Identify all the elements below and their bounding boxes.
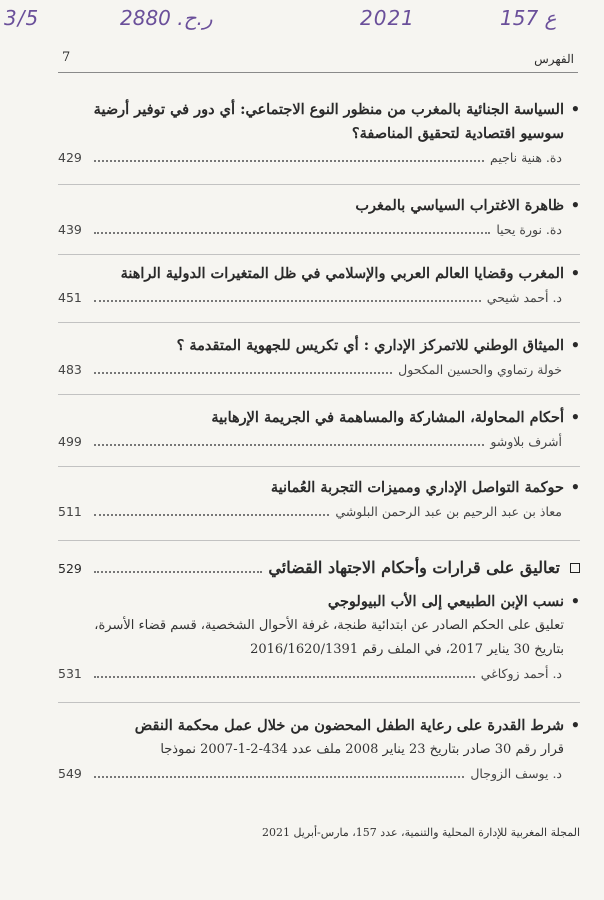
dot-leader: [94, 766, 464, 778]
toc-entry-page: 451: [58, 290, 82, 305]
toc-entry: [58, 476, 580, 519]
dot-leader: [94, 362, 392, 374]
bullet-icon: •: [570, 593, 580, 610]
toc-entry-author: أشرف بلاوشو: [490, 434, 562, 449]
dot-leader: [94, 222, 490, 234]
toc-entry-title: نسب الإبن الطبيعي إلى الأب البيولوجي: [327, 593, 564, 610]
handwritten-note: 157 ع: [500, 6, 557, 30]
bullet-icon: •: [570, 265, 580, 282]
section-heading: [58, 558, 580, 577]
header-page-number: 7: [62, 50, 71, 65]
header-rule: [58, 72, 578, 73]
entry-divider: [58, 254, 580, 255]
toc-entry-description: تعليق على الحكم الصادر عن ابتدائية طنجة، غرفة الأحوال الشخصية، قسم قضاء الأسرة،: [94, 618, 564, 633]
toc-entry-title: السياسة الجنائية بالمغرب من منظور النوع الاجتماعي: أي دور في توفير أرضية: [93, 101, 564, 118]
toc-entry-title-continued: سوسيو اقتصادية لتحقيق المناصفة؟: [351, 125, 564, 142]
toc-entry: [58, 334, 580, 377]
toc-entry-author: د. أحمد شيحي: [486, 290, 562, 305]
bullet-icon: •: [570, 101, 580, 118]
dot-leader: [94, 434, 484, 446]
section-page: 529: [58, 561, 82, 576]
checkbox-square-icon: [570, 563, 580, 573]
dot-leader: [94, 290, 481, 302]
section-title: تعاليق على قرارات وأحكام الاجتهاد القضائي: [268, 558, 560, 577]
toc-entry-author: معاذ بن عبد الرحيم بن عبد الرحمن البلوشي: [335, 504, 562, 519]
toc-entry-description: قرار رقم 30 صادر بتاريخ 23 يناير 2008 ملف عدد 434-2-1-2007 نموذجا: [160, 742, 564, 757]
toc-entry: [58, 406, 580, 449]
toc-entry-author: دة. نورة يحيا: [496, 222, 562, 237]
toc-entry-page: 511: [58, 504, 82, 519]
toc-entry-page: 483: [58, 362, 82, 377]
dot-leader: [94, 504, 329, 516]
entry-divider: [58, 184, 580, 185]
toc-entry-title: الميثاق الوطني للاتمركز الإداري : أي تكريس للجهوية المتقدمة ؟: [176, 337, 564, 354]
toc-entry-page: 531: [58, 666, 82, 681]
toc-entry: [58, 98, 580, 165]
toc-entry-title: شرط القدرة على رعاية الطفل المحضون من خلال عمل محكمة النقض: [134, 717, 564, 734]
toc-entry: [58, 262, 580, 305]
toc-entry-author: د. أحمد زوكاغي: [480, 666, 562, 681]
bullet-icon: •: [570, 479, 580, 496]
toc-entry-author: خولة رتماوي والحسين المكحول: [398, 362, 562, 377]
entry-divider: [58, 466, 580, 467]
toc-entry-page: 499: [58, 434, 82, 449]
running-header-title: الفهرس: [534, 52, 574, 66]
bullet-icon: •: [570, 717, 580, 734]
toc-entry-title: حوكمة التواصل الإداري ومميزات التجربة العُمانية: [270, 479, 564, 496]
toc-entry: [58, 590, 580, 681]
dot-leader: [94, 666, 475, 678]
entry-divider: [58, 322, 580, 323]
dot-leader: [94, 150, 484, 162]
bullet-icon: •: [570, 337, 580, 354]
toc-entry-page: 439: [58, 222, 82, 237]
journal-footer: المجلة المغربية للإدارة المحلية والتنمية، عدد 157، مارس-أبريل 2021: [261, 826, 580, 839]
toc-entry-description: بتاريخ 30 يناير 2017، في الملف رقم 2016/1620/1391: [250, 642, 564, 657]
entry-divider: [58, 702, 580, 703]
toc-entry-title: أحكام المحاولة، المشاركة والمساهمة في الجريمة الإرهابية: [211, 409, 564, 426]
bullet-icon: •: [570, 409, 580, 426]
toc-entry-author: د. يوسف الزوجال: [470, 766, 562, 781]
toc-entry-page: 429: [58, 150, 82, 165]
handwritten-note: 3/5: [4, 6, 40, 30]
handwritten-note: 2021: [360, 6, 415, 30]
toc-entry-author: دة. هنية ناجيم: [490, 150, 562, 165]
handwritten-note: ر.ح. 2880: [120, 6, 213, 30]
toc-entry: [58, 194, 580, 237]
entry-divider: [58, 394, 580, 395]
toc-entry-title: ظاهرة الاغتراب السياسي بالمغرب: [355, 197, 564, 214]
toc-entry-title: المغرب وقضايا العالم العربي والإسلامي في ظل المتغيرات الدولية الراهنة: [120, 265, 564, 282]
toc-entry-page: 549: [58, 766, 82, 781]
dot-leader: [94, 561, 262, 573]
entry-divider: [58, 540, 580, 541]
toc-entry: [58, 714, 580, 781]
bullet-icon: •: [570, 197, 580, 214]
